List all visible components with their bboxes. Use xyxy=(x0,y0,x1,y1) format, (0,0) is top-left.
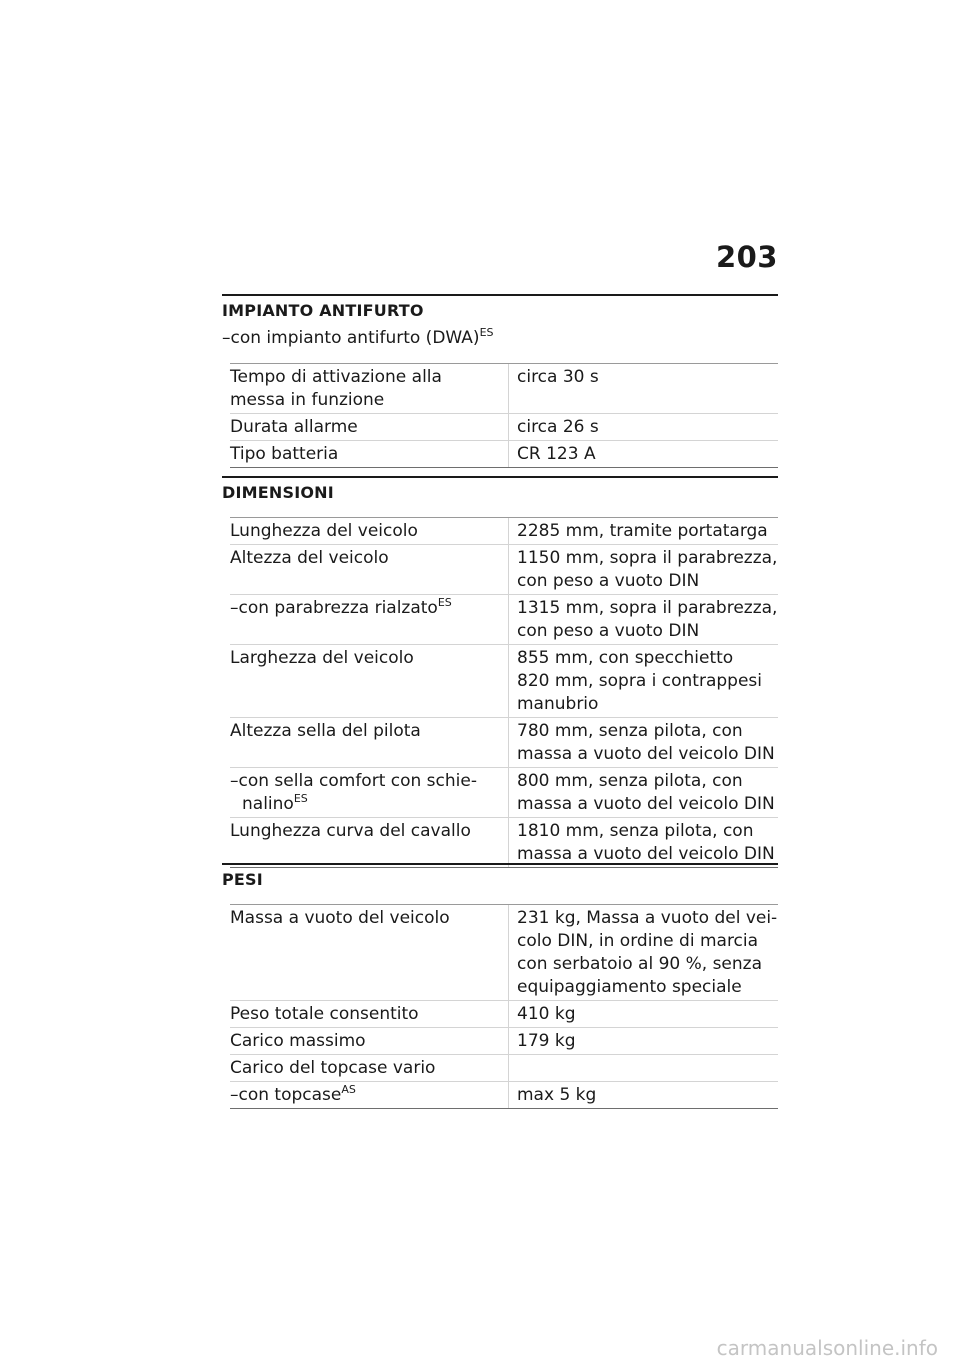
section-title: IMPIANTO ANTIFURTO xyxy=(222,301,424,320)
row-value xyxy=(509,645,779,718)
table-row xyxy=(230,1055,778,1082)
value-line: 855 mm, con specchietto xyxy=(517,648,734,668)
row-value: max 5 kg xyxy=(509,1082,779,1109)
table-row xyxy=(230,518,778,545)
row-label: Peso totale consentito xyxy=(230,1001,509,1028)
section-rule xyxy=(222,863,778,865)
table-row xyxy=(230,1001,778,1028)
section-pesi xyxy=(222,863,778,1109)
label-sup: ES xyxy=(293,792,308,805)
table-row xyxy=(230,718,778,768)
spec-table-dimensioni xyxy=(230,517,778,868)
page-number: 203 xyxy=(715,240,778,274)
row-label: Massa a vuoto del veicolo xyxy=(230,905,509,1001)
row-label: Larghezza del veicolo xyxy=(230,645,509,718)
row-label: Lunghezza curva del cavallo xyxy=(230,818,509,868)
row-value xyxy=(509,1055,779,1082)
table-row xyxy=(230,1082,778,1109)
row-label: Lunghezza del veicolo xyxy=(230,518,509,545)
row-value: 1315 mm, sopra il parabrezza, con peso a vuoto DIN xyxy=(509,595,779,645)
row-value: 1150 mm, sopra il parabrezza, con peso a vuoto DIN xyxy=(509,545,779,595)
table-row xyxy=(230,595,778,645)
label-sup: ES xyxy=(437,596,452,609)
row-value: 410 kg xyxy=(509,1001,779,1028)
label-text: –con topcase xyxy=(230,1085,342,1105)
row-value: 1810 mm, senza pilota, con massa a vuoto del veicolo DIN xyxy=(509,818,779,868)
row-label: Durata allarme xyxy=(230,414,509,441)
row-label: Altezza del veicolo xyxy=(230,545,509,595)
watermark: carmanualsonline.info xyxy=(716,1336,938,1360)
note-sup: ES xyxy=(479,326,494,339)
row-label: Tempo di attivazione alla messa in funzione xyxy=(230,364,509,414)
row-value: 231 kg, Massa a vuoto del vei-colo DIN, in ordine di marcia con serbatoio al 90 %, senza equipaggiamento speciale xyxy=(509,905,779,1001)
table-row xyxy=(230,1028,778,1055)
label-text: –con parabrezza rialzato xyxy=(230,598,438,618)
row-label: Altezza sella del pilota xyxy=(230,718,509,768)
spec-table-antifurto xyxy=(230,363,778,468)
table-row xyxy=(230,768,778,818)
table-row xyxy=(230,414,778,441)
table-row xyxy=(230,441,778,468)
section-title: PESI xyxy=(222,870,263,889)
row-label: Carico massimo xyxy=(230,1028,509,1055)
note-text: –con impianto antifurto (DWA) xyxy=(222,328,480,348)
section-dimensioni xyxy=(222,476,778,868)
value-line: 820 mm, sopra i contrappesi manubrio xyxy=(517,671,762,714)
table-row xyxy=(230,645,778,718)
row-label xyxy=(230,1082,509,1109)
row-label xyxy=(230,595,509,645)
row-value: 179 kg xyxy=(509,1028,779,1055)
row-value: 2285 mm, tramite portatarga xyxy=(509,518,779,545)
section-antifurto xyxy=(222,294,778,468)
row-label: Carico del topcase vario xyxy=(230,1055,509,1082)
section-title: DIMENSIONI xyxy=(222,483,334,502)
label-sup: AS xyxy=(341,1083,356,1096)
row-value: 800 mm, senza pilota, con massa a vuoto del veicolo DIN xyxy=(509,768,779,818)
row-value: circa 26 s xyxy=(509,414,779,441)
section-rule xyxy=(222,476,778,478)
row-label: Tipo batteria xyxy=(230,441,509,468)
table-row xyxy=(230,818,778,868)
row-label xyxy=(230,768,509,818)
table-row xyxy=(230,364,778,414)
row-value: 780 mm, senza pilota, con massa a vuoto del veicolo DIN xyxy=(509,718,779,768)
section-rule xyxy=(222,294,778,296)
label-wrap xyxy=(230,770,500,816)
row-value: CR 123 A xyxy=(509,441,779,468)
table-row xyxy=(230,905,778,1001)
row-value: circa 30 s xyxy=(509,364,779,414)
table-row xyxy=(230,545,778,595)
section-note xyxy=(222,328,778,348)
spec-table-pesi xyxy=(230,904,778,1109)
label-text: –con sella comfort con schie-nalino xyxy=(230,771,477,814)
